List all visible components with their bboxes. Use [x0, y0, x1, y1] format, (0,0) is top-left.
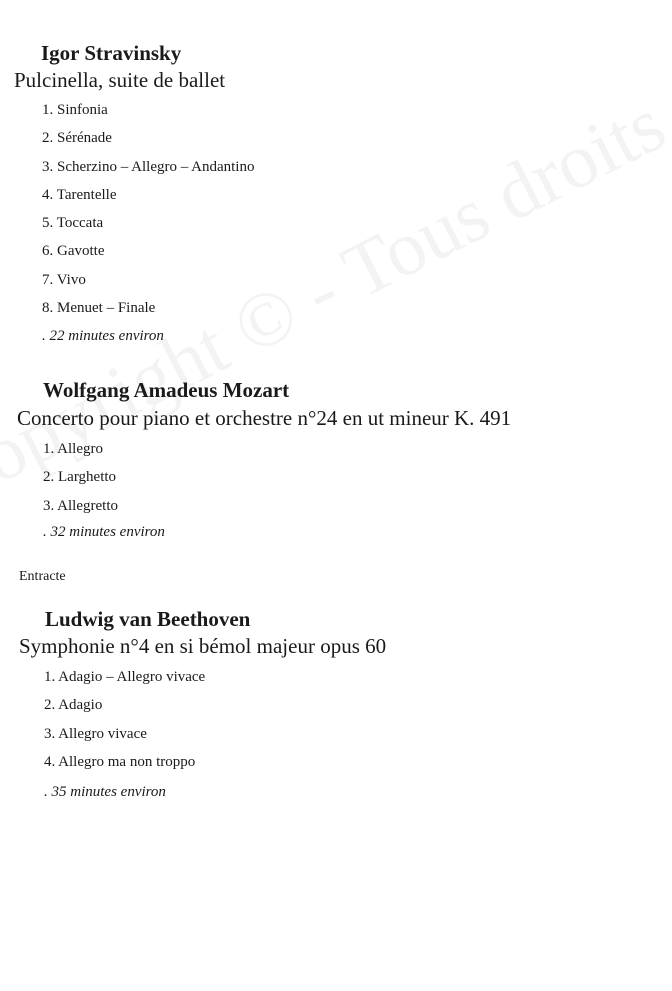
- movement-item: 4. Tarentelle: [42, 186, 117, 203]
- movement-item: 2. Adagio: [44, 697, 103, 714]
- movement-item: 2. Sérénade: [42, 130, 112, 147]
- movement-item: 3. Allegro vivace: [44, 725, 147, 742]
- movement-item: 5. Toccata: [42, 215, 104, 232]
- composer-name: Igor Stravinsky: [41, 41, 182, 65]
- duration-note: . 22 minutes environ: [42, 328, 164, 344]
- movement-item: 7. Vivo: [42, 271, 86, 288]
- composer-name: Wolfgang Amadeus Mozart: [43, 378, 290, 402]
- movement-item: 3. Scherzino – Allegro – Andantino: [42, 158, 255, 175]
- movement-item: 1. Adagio – Allegro vivace: [44, 669, 206, 685]
- intermission-label: Entracte: [19, 569, 66, 584]
- movement-item: 2. Larghetto: [43, 469, 117, 486]
- work-title: Symphonie n°4 en si bémol majeur opus 60: [19, 634, 387, 658]
- movement-list: [43, 442, 118, 527]
- movement-item: 1. Allegro: [43, 441, 103, 457]
- movement-item: 8. Menuet – Finale: [42, 300, 156, 317]
- movement-item: 3. Allegretto: [43, 497, 118, 514]
- movement-list: [42, 103, 254, 329]
- movement-item: 4. Allegro ma non troppo: [44, 753, 196, 770]
- movement-item: 6. Gavotte: [42, 243, 105, 260]
- composer-name: Ludwig van Beethoven: [45, 607, 251, 631]
- work-title: Concerto pour piano et orchestre n°24 en ut mineur K. 491: [17, 406, 512, 430]
- duration-note: . 35 minutes environ: [44, 784, 166, 800]
- movement-list: [44, 670, 205, 783]
- duration-note: . 32 minutes environ: [43, 524, 165, 540]
- movement-item: 1. Sinfonia: [42, 102, 108, 118]
- work-title: Pulcinella, suite de ballet: [14, 68, 226, 92]
